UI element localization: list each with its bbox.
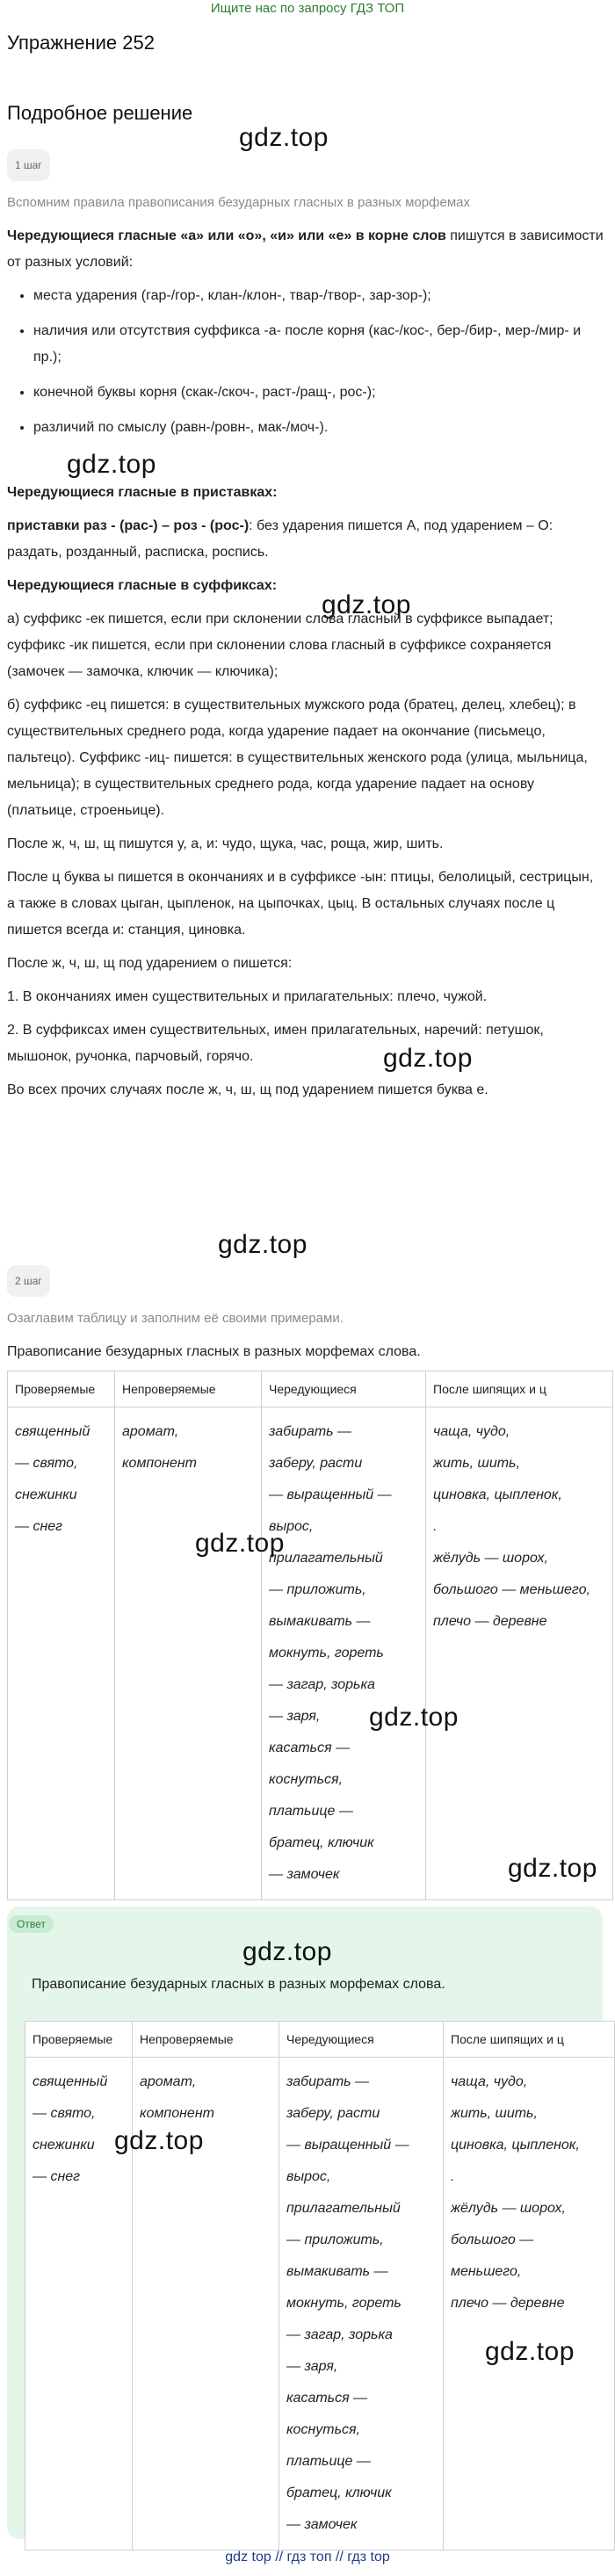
cell-line: . xyxy=(451,2169,455,2184)
checked-cell xyxy=(8,1407,115,1900)
cell-line: большого — меньшего, xyxy=(451,2232,534,2279)
list-item: • конечной буквы корня (скак-/скоч-, раст-/ращ-, рос-); xyxy=(33,380,604,406)
after-sibilants-rule: После ж, ч, ш, щ пишутся у, а, и: чудо, щука, час, роща, жир, шить. xyxy=(7,836,444,851)
cell-line: — загар, зорька xyxy=(269,1677,375,1692)
answer-table-title: Правописание безударных гласных в разных морфемах слова. xyxy=(32,1977,445,1992)
column-header: Чередующиеся xyxy=(279,2022,444,2058)
cell-line: аромат, компонент xyxy=(122,1424,197,1471)
watermark: gdz.top xyxy=(242,1937,332,1966)
list-item: • наличия или отсутствия суффикса -а- после корня (кас-/кос-, бер-/бир-, мер-/мир- и пр.); xyxy=(33,318,604,371)
cell-line: прилагательный xyxy=(286,2201,401,2216)
cell-line: вырос, xyxy=(286,2169,331,2184)
cell-line: — приложить, xyxy=(269,1582,366,1597)
step-chip: 2 шаг xyxy=(7,1265,50,1297)
cell-line: плечо — деревне xyxy=(433,1614,547,1629)
table-row xyxy=(8,1407,613,1900)
cell-line: забирать — xyxy=(269,1424,352,1439)
list-item: • различий по смыслу (равн-/ровн-, мак-/моч-). xyxy=(33,415,604,441)
watermark: gdz.top xyxy=(195,1529,285,1558)
cell-line: — приложить, xyxy=(286,2232,384,2247)
cell-line: большого — меньшего, xyxy=(433,1582,590,1597)
step-intro: Вспомним правила правописания безударных гласных в разных морфемах xyxy=(7,195,470,210)
stressed-o-rule-1: 1. В окончаниях имен существительных и прилагательных: плечо, чужой. xyxy=(7,989,488,1004)
cell-line: священный xyxy=(33,2074,108,2089)
suffix-heading-text: Чередующиеся гласные в суффиксах: xyxy=(7,578,278,593)
column-header: Непроверяемые xyxy=(115,1371,262,1407)
cell-line: циновка, цыпленок, xyxy=(451,2138,580,2153)
cell-line: платьице — xyxy=(269,1804,353,1819)
watermark: gdz.top xyxy=(485,2337,575,2366)
prefix-rule-bold: приставки раз - (рас-) – роз - (рос-) xyxy=(7,518,250,533)
cell-line: аромат, компонент xyxy=(140,2074,214,2121)
top-banner[interactable]: Ищите нас по запросу ГДЗ ТОП xyxy=(210,1,405,16)
conditions-list xyxy=(7,283,604,441)
sibilant-cell xyxy=(426,1407,613,1900)
watermark: gdz.top xyxy=(508,1854,597,1883)
prefix-heading xyxy=(7,480,604,506)
cell-line: вымакивать — xyxy=(286,2264,388,2279)
unchecked-cell xyxy=(115,1407,262,1900)
cell-line: чаща, чудо, xyxy=(451,2074,528,2089)
answer-table xyxy=(25,2021,615,2551)
table-header-row xyxy=(25,2022,615,2058)
column-header: Проверяемые xyxy=(25,2022,133,2058)
cell-line: мокнуть, гореть xyxy=(286,2296,402,2311)
cell-line: — выращенный — xyxy=(269,1487,392,1502)
prefix-rule-text: : без ударения пишется А, под ударением – О: раздать, розданный, расписка, роспись. xyxy=(7,518,554,560)
cell-line: снежинки xyxy=(15,1487,77,1502)
column-header: Непроверяемые xyxy=(133,2022,279,2058)
cell-line: заберу, расти xyxy=(286,2106,380,2121)
stressed-e-rule: Во всех прочих случаях после ж, ч, ш, щ под ударением пишется буква е. xyxy=(7,1082,488,1097)
watermark: gdz.top xyxy=(383,1044,473,1073)
footer-links[interactable]: gdz top // гдз топ // гдз top xyxy=(225,2550,390,2565)
watermark: gdz.top xyxy=(239,123,329,152)
watermark: gdz.top xyxy=(218,1230,308,1259)
watermark: gdz.top xyxy=(322,590,411,619)
solution-subtitle: Подробное решение xyxy=(7,102,193,124)
watermark: gdz.top xyxy=(369,1703,459,1732)
suffix-heading xyxy=(7,573,604,599)
cell-line: жить, шить, xyxy=(433,1456,520,1471)
cell-line: . xyxy=(433,1519,438,1534)
stressed-o-rule: После ж, ч, ш, щ под ударением о пишется: xyxy=(7,956,293,971)
step-chip: 1 шаг xyxy=(7,149,50,181)
cell-line: вырос, xyxy=(269,1519,314,1534)
cell-line: вымакивать — xyxy=(269,1614,371,1629)
cell-line: прилагательный xyxy=(269,1551,383,1566)
step-1 xyxy=(7,149,604,1111)
watermark: gdz.top xyxy=(114,2126,204,2155)
cell-line: священный xyxy=(15,1424,90,1439)
column-header: После шипящих и ц xyxy=(444,2022,615,2058)
morphemes-table xyxy=(7,1371,613,1900)
cell-line: платьице — xyxy=(286,2454,371,2469)
cell-line: — заря, xyxy=(286,2359,338,2374)
rule-text: пишутся в зависимости от разных условий: xyxy=(7,228,604,270)
rule-paragraph xyxy=(7,223,604,276)
list-item: • места ударения (гар-/гор-, клан-/клон-, твар-/твор-, зар-зор-); xyxy=(33,283,604,309)
prefix-rule xyxy=(7,513,604,566)
prefix-heading-text: Чередующиеся гласные в приставках: xyxy=(7,485,278,500)
step-intro: Озаглавим таблицу и заполним её своими примерами. xyxy=(7,1311,344,1326)
cell-line: братец, ключик xyxy=(269,1835,374,1850)
cell-line: — снег xyxy=(15,1519,63,1534)
cell-line: заберу, расти xyxy=(269,1456,363,1471)
cell-line: жить, шить, xyxy=(451,2106,538,2121)
cell-line: коснуться, xyxy=(286,2422,360,2437)
cell-line: жёлудь — шорох, xyxy=(451,2201,566,2216)
cell-line: циновка, цыпленок, xyxy=(433,1487,562,1502)
cell-line: мокнуть, гореть xyxy=(269,1646,384,1661)
cell-line: касаться — xyxy=(269,1740,351,1755)
cell-line: касаться — xyxy=(286,2391,368,2406)
answer-chip: Ответ xyxy=(9,1915,54,1933)
cell-line: — заря, xyxy=(269,1709,321,1724)
watermark: gdz.top xyxy=(67,450,156,479)
column-header: Проверяемые xyxy=(8,1371,115,1407)
cell-line: братец, ключик xyxy=(286,2486,392,2500)
step-2 xyxy=(7,1265,604,1372)
table-header-row xyxy=(8,1371,613,1407)
page-title: Упражнение 252 xyxy=(7,32,155,54)
cell-line: — замочек xyxy=(286,2517,358,2532)
cell-line: — свято, xyxy=(33,2106,96,2121)
cell-line: чаща, чудо, xyxy=(433,1424,510,1439)
alternating-cell xyxy=(279,2058,444,2551)
cell-line: — свято, xyxy=(15,1456,78,1471)
cell-line: снежинки xyxy=(33,2138,95,2153)
column-header: Чередующиеся xyxy=(262,1371,426,1407)
cell-line: — загар, зорька xyxy=(286,2327,393,2342)
cell-line: — выращенный — xyxy=(286,2138,409,2153)
sibilant-cell xyxy=(444,2058,615,2551)
cell-line: — замочек xyxy=(269,1867,340,1882)
stressed-o-rule-2: 2. В суффиксах имен существительных, имен прилагательных, наречий: петушок, мышонок, ручонка, парчовый, горячо. xyxy=(7,1023,544,1064)
after-ts-rule: После ц буква ы пишется в окончаниях и в суффиксе -ын: птицы, белолицый, сестрицын, а также в словах цыган, цыпленок, на цыпочках, цыц. В остальных случаях после ц пишется всегда и: станция, циновка. xyxy=(7,870,594,937)
suffix-rule-a: а) суффикс -ек пишется, если при склонении слова гласный в суффиксе выпадает; суффикс -ик пишется, если при склонении слова гласный в суффиксе сохраняется (замочек — замочка, ключик — ключика); xyxy=(7,611,554,679)
alternating-cell xyxy=(262,1407,426,1900)
cell-line: — снег xyxy=(33,2169,81,2184)
cell-line: плечо — деревне xyxy=(451,2296,565,2311)
cell-line: коснуться, xyxy=(269,1772,343,1787)
rule-bold: Чередующиеся гласные «а» или «о», «и» или «е» в корне слов xyxy=(7,228,446,243)
suffix-rule-b: б) суффикс -ец пишется: в существительных мужского рода (братец, делец, хлебец); в существительных среднего рода, когда ударение падает на окончание (письмецо, пальтецо). Суффикс -иц- пишется: в существительных женского рода (улица, мыльница, мельница); в существительных среднего рода, когда ударение падает на основу (платьице, строеньице). xyxy=(7,698,588,818)
cell-line: жёлудь — шорох, xyxy=(433,1551,548,1566)
table-title: Правописание безударных гласных в разных морфемах слова. xyxy=(7,1344,421,1359)
cell-line: забирать — xyxy=(286,2074,370,2089)
column-header: После шипящих и ц xyxy=(426,1371,613,1407)
